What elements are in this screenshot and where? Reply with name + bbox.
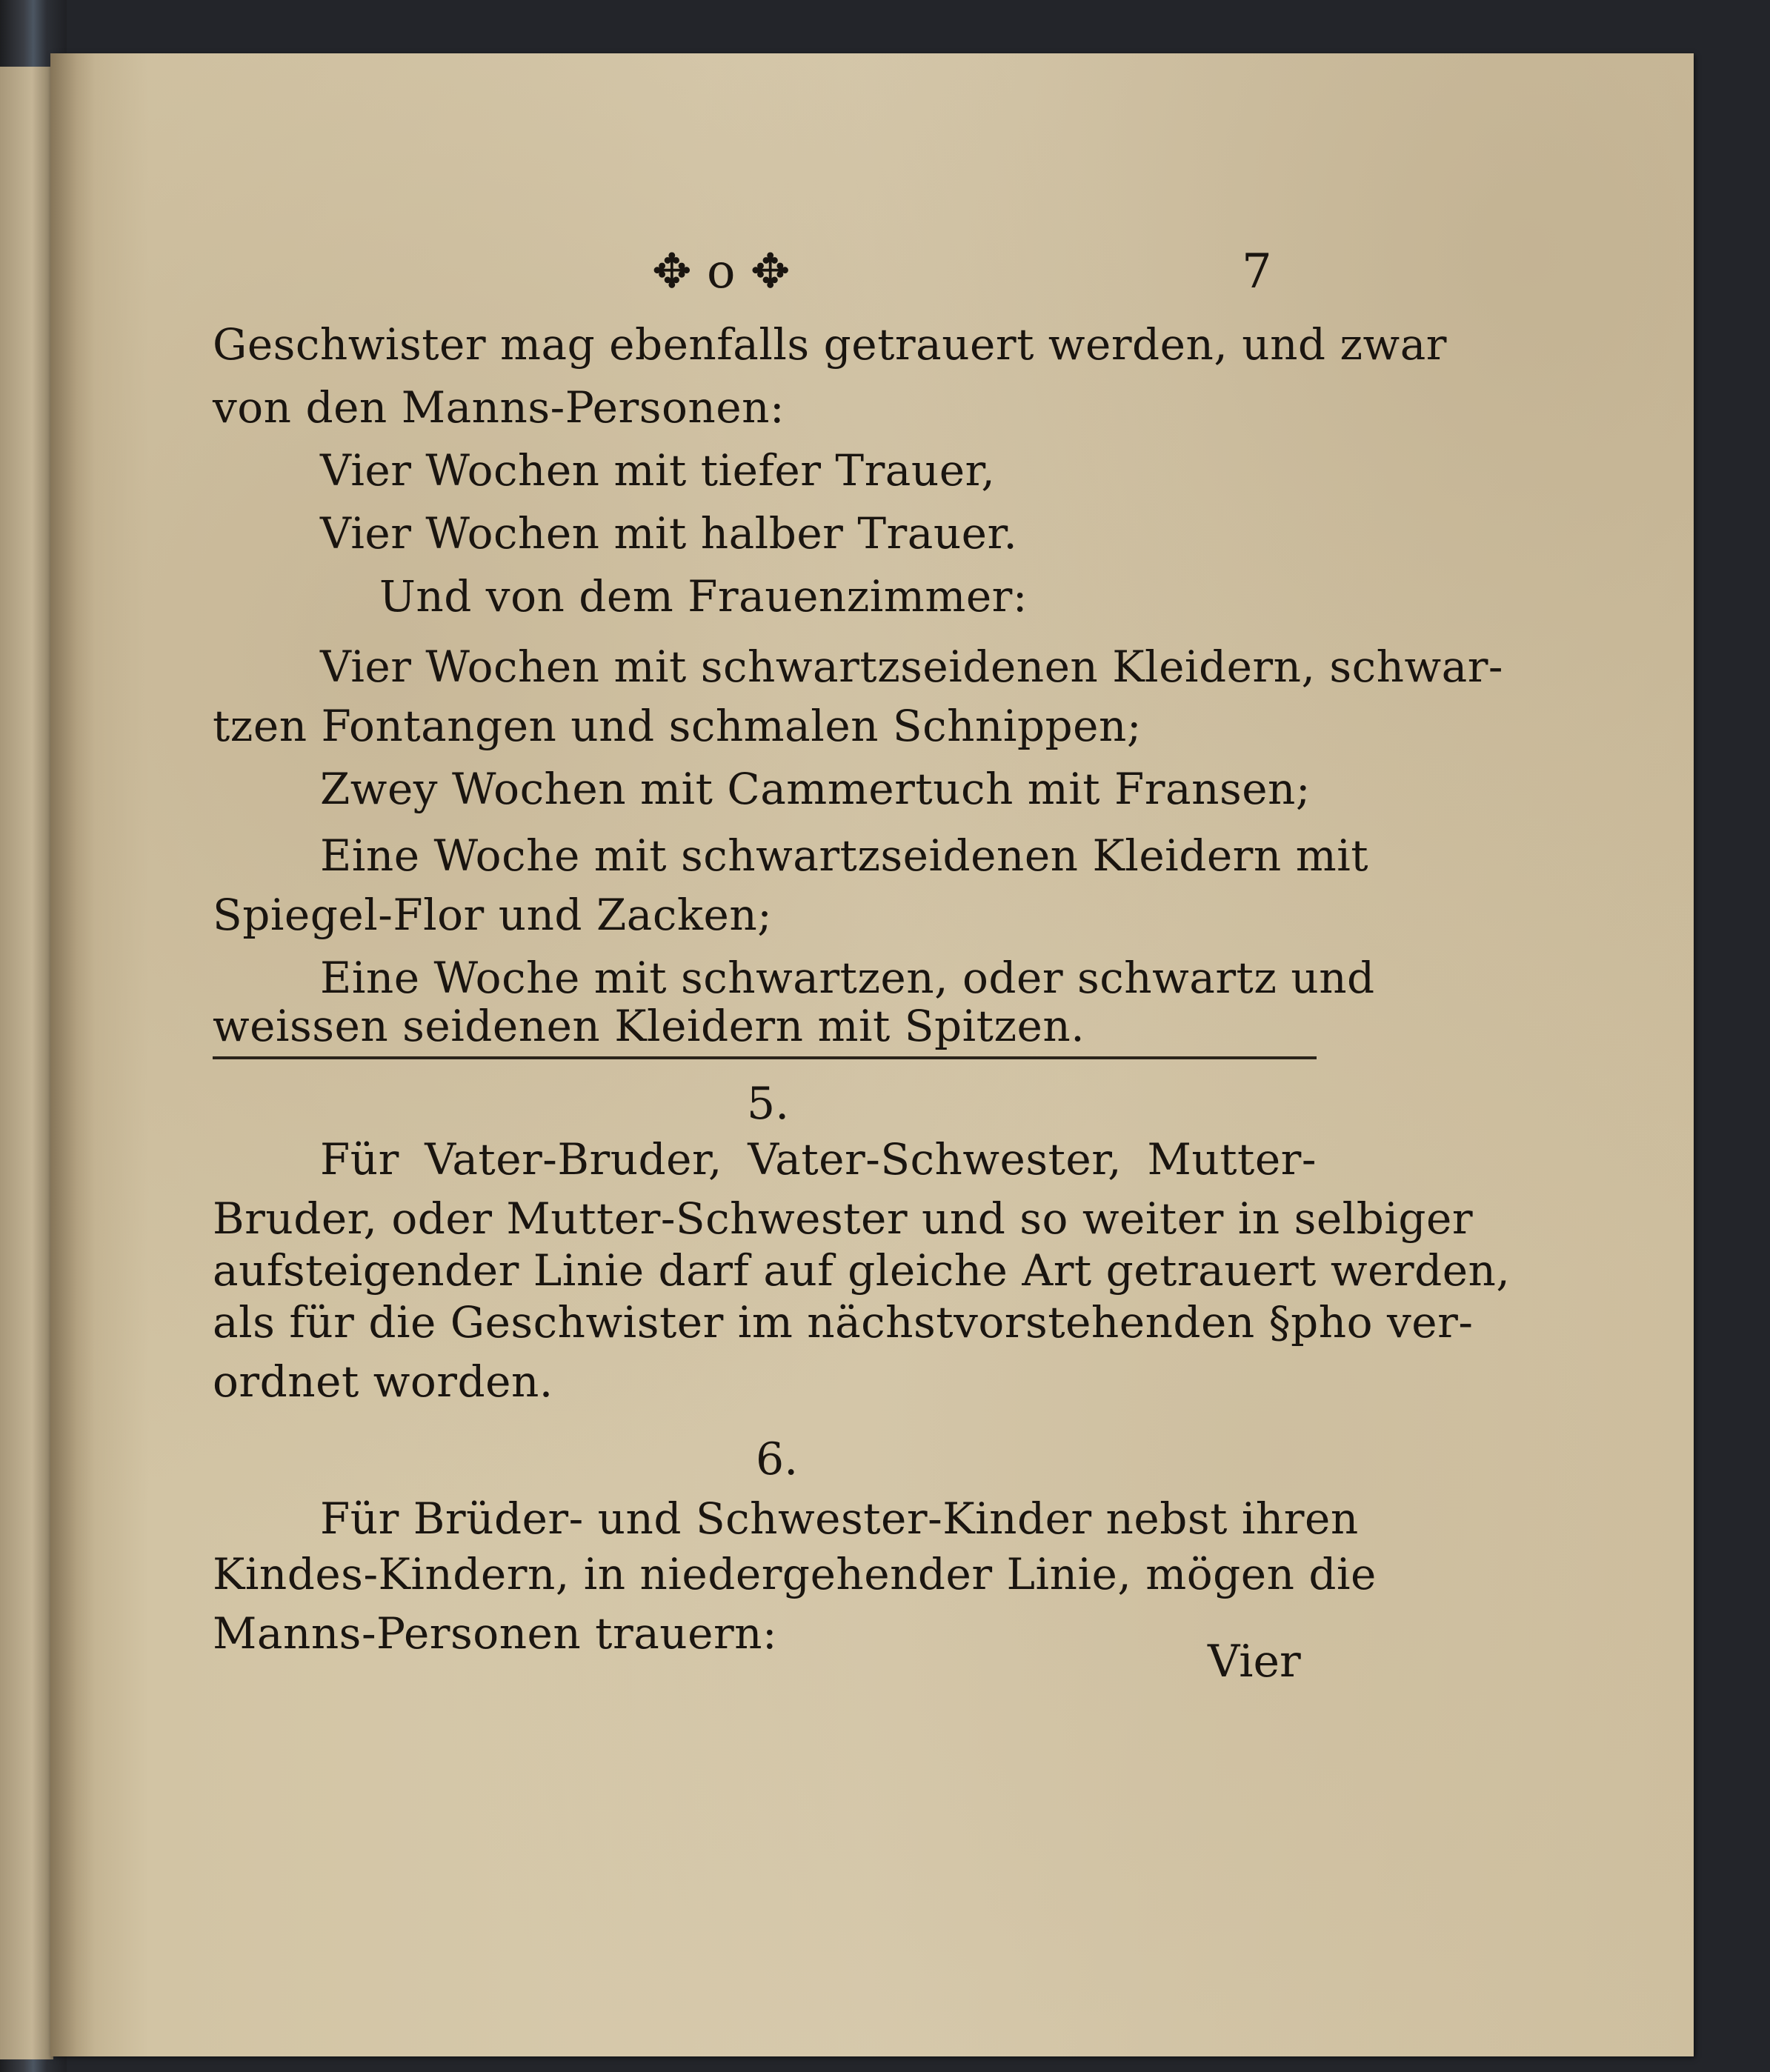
text-line: Geschwister mag ebenfalls getrauert werden, und zwar	[213, 319, 1448, 370]
section-number: 6.	[756, 1433, 799, 1485]
header-ornament: ✥ o ✥	[652, 244, 791, 299]
text-line: Eine Woche mit schwartzen, oder schwartz und	[320, 953, 1375, 1003]
text-line: Vier Wochen mit schwartzseidenen Kleidern, schwar-	[320, 642, 1504, 692]
text-line: Für Brüder- und Schwester-Kinder nebst ihren	[320, 1493, 1359, 1544]
text-line: aufsteigender Linie darf auf gleiche Art getrauert werden,	[213, 1245, 1511, 1296]
text-line: Bruder, oder Mutter-Schwester und so weiter in selbiger	[213, 1193, 1474, 1244]
text-line: weissen seidenen Kleidern mit Spitzen.	[213, 1001, 1085, 1051]
text-line: Manns-Personen trauern:	[213, 1608, 778, 1659]
text-line: Zwey Wochen mit Cammertuch mit Fransen;	[320, 764, 1311, 814]
section-number: 5.	[747, 1078, 790, 1130]
text-line: Eine Woche mit schwartzseidenen Kleidern mit	[320, 830, 1369, 881]
text-line: Für Vater-Bruder, Vater-Schwester, Mutter-	[320, 1134, 1317, 1185]
text-line: tzen Fontangen und schmalen Schnippen;	[213, 701, 1142, 751]
text-line: Vier Wochen mit tiefer Trauer,	[320, 445, 996, 496]
previous-page-edge	[0, 67, 53, 2059]
page-number: 7	[1242, 244, 1272, 299]
catchword: Vier	[1208, 1636, 1301, 1688]
text-line: Und von dem Frauenzimmer:	[379, 571, 1028, 622]
text-line: Spiegel-Flor und Zacken;	[213, 890, 773, 940]
page-gutter-shadow	[50, 53, 95, 2056]
text-line: Vier Wochen mit halber Trauer.	[320, 508, 1018, 559]
section-divider-rule	[213, 1056, 1317, 1059]
text-line: von den Manns-Personen:	[213, 382, 785, 433]
text-line: Kindes-Kindern, in niedergehender Linie, mögen die	[213, 1549, 1377, 1599]
text-line: als für die Geschwister im nächstvorstehenden §pho ver-	[213, 1297, 1474, 1348]
text-line: ordnet worden.	[213, 1356, 553, 1407]
